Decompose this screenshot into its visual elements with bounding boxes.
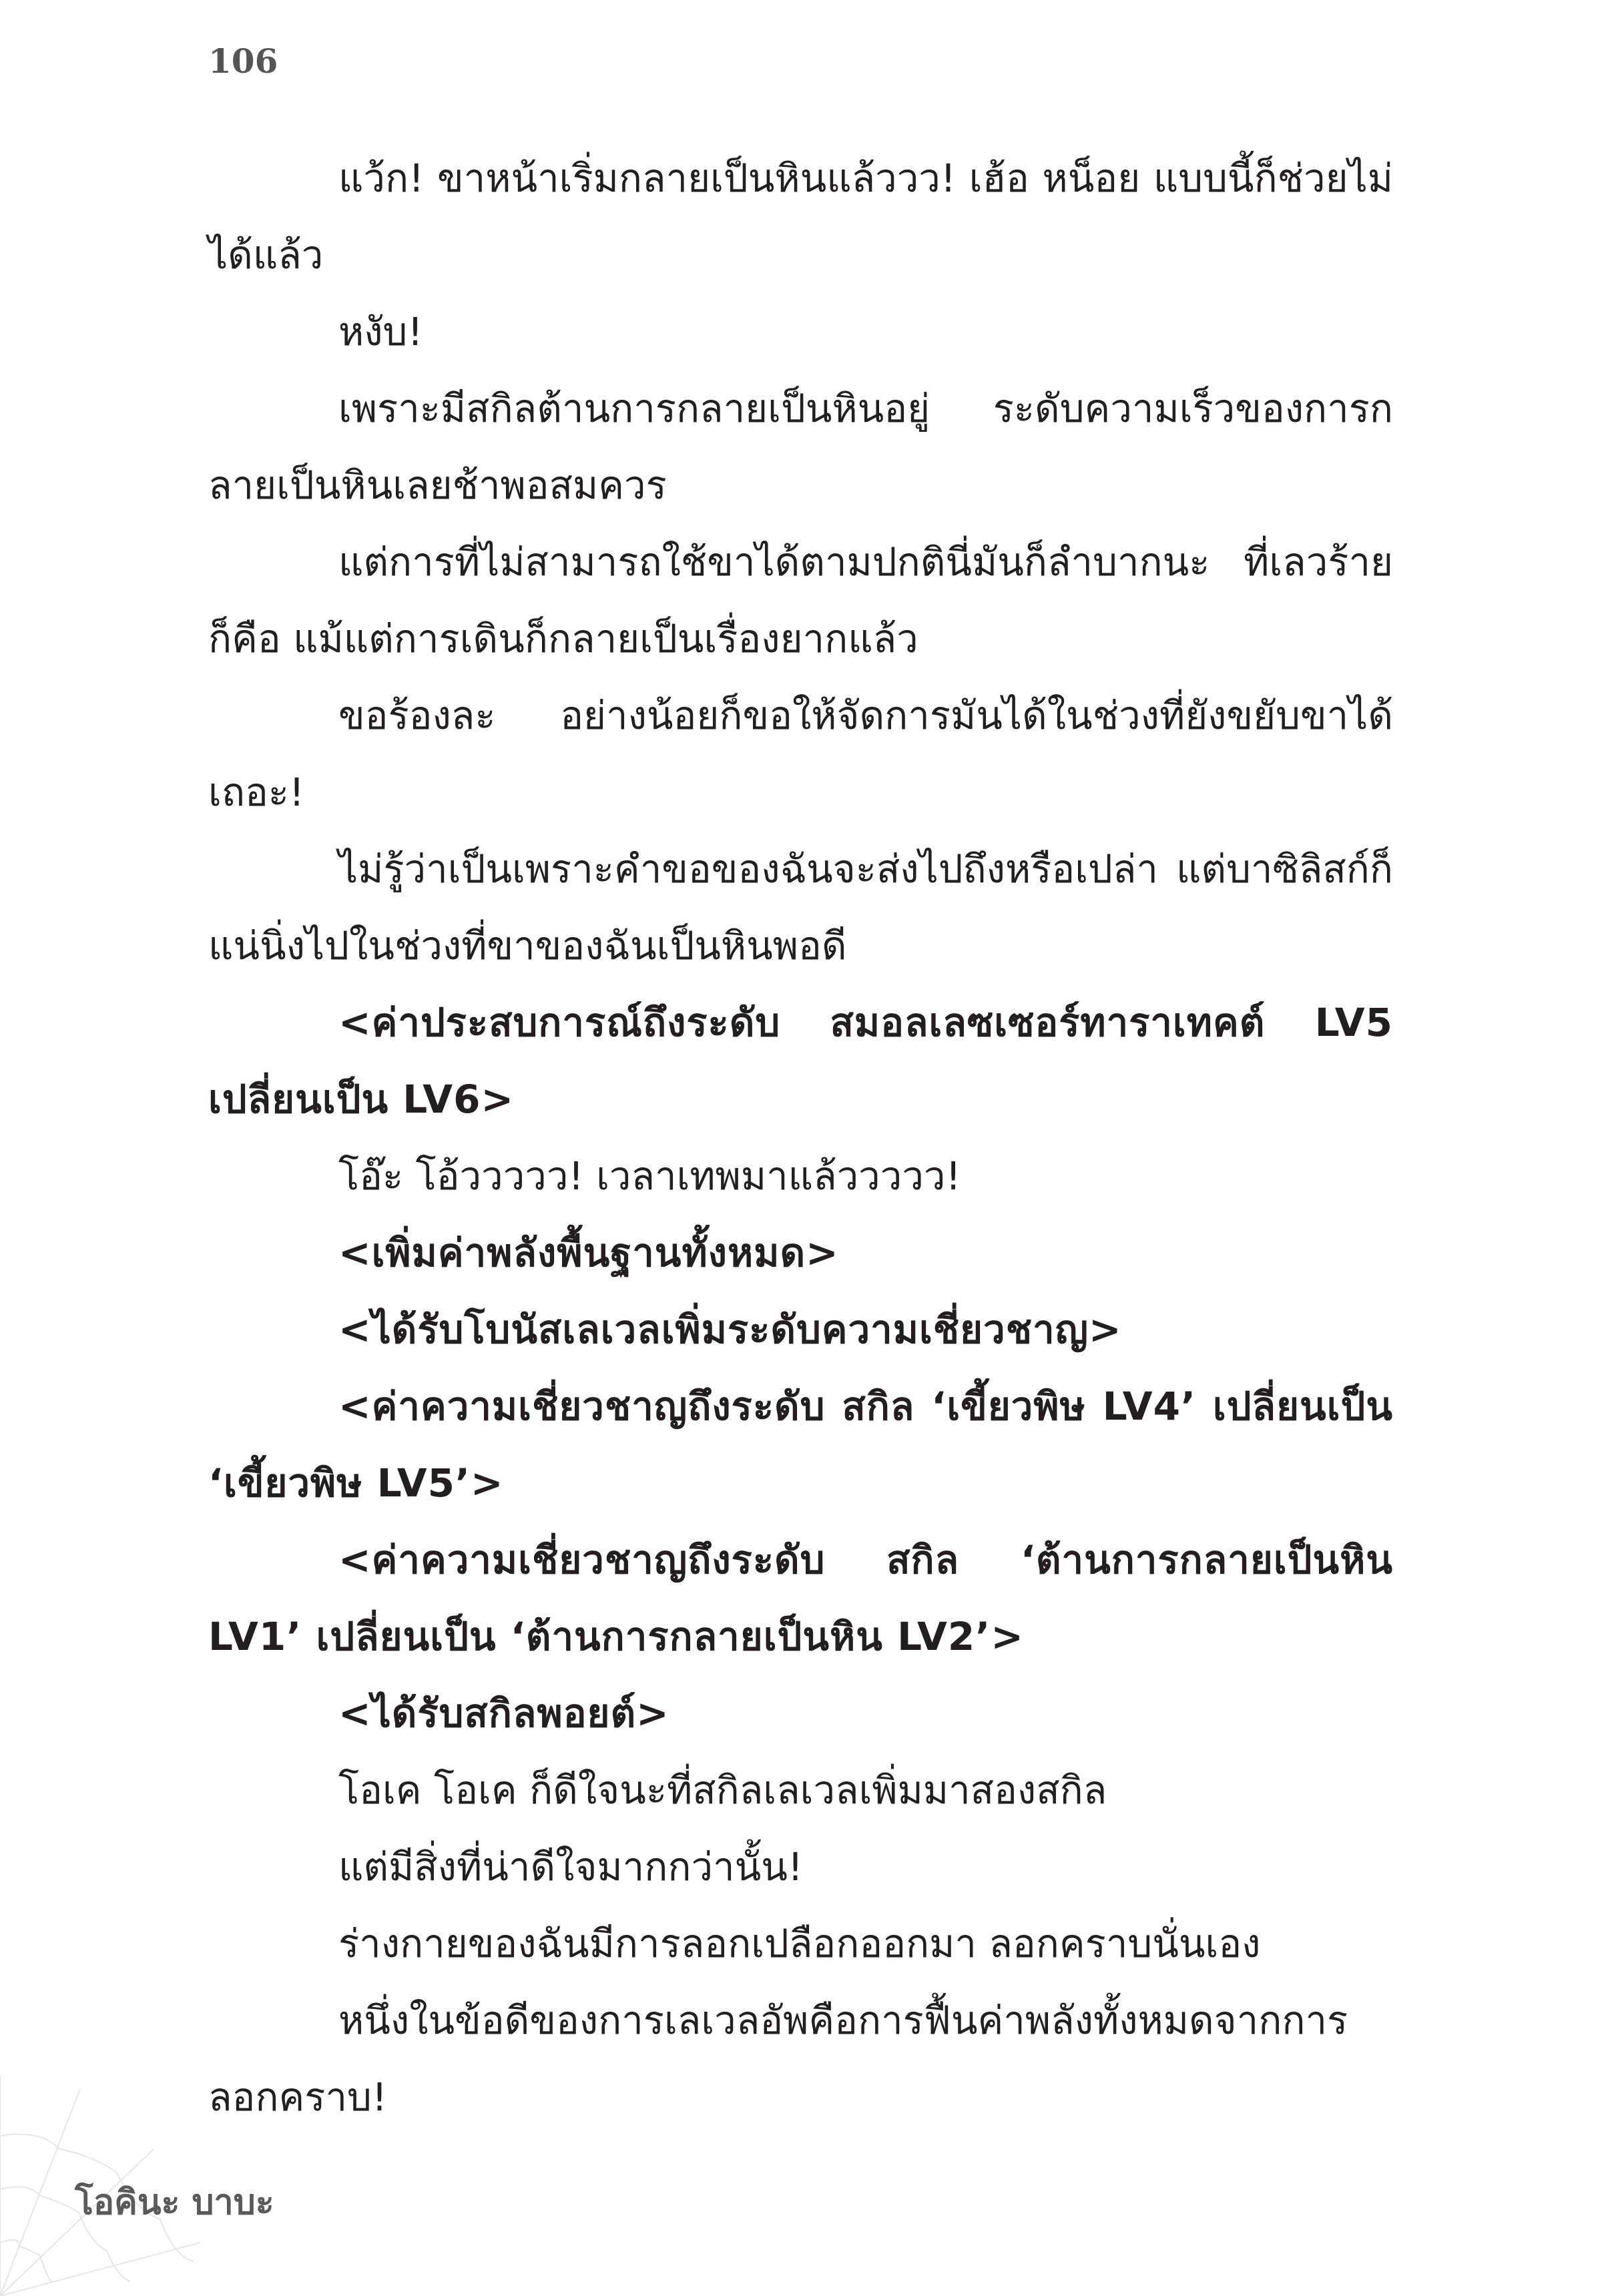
paragraph: ขอร้องละ อย่างน้อยก็ขอให้จัดการมันได้ในช่วงที่ยังขยับขาได้เถอะ! [208, 693, 1393, 815]
paragraph: เพราะมีสกิลต้านการกลายเป็นหินอยู่ ระดับความเร็วของการกลายเป็นหินเลยช้าพอสมควร [208, 386, 1393, 508]
paragraph: ไม่รู้ว่าเป็นเพราะคำขอของฉันจะส่งไปถึงหรือเปล่า แต่บาซิลิสก์ก็แน่นิ่งไปในช่วงที่ขาของฉันเป็นหินพอดี [208, 846, 1393, 968]
paragraph: แต่การที่ไม่สามารถใช้ขาได้ตามปกตินี่มันก็ลำบากนะ ที่เลวร้ายก็คือ แม้แต่การเดินก็กลายเป็นเรื่องยากแล้ว [208, 539, 1393, 661]
paragraph: แว้ก! ขาหน้าเริ่มกลายเป็นหินแล้ววว! เฮ้อ หน็อย แบบนี้ก็ช่วยไม่ได้แล้ว [208, 156, 1393, 278]
system-message: <เพิ่มค่าพลังพื้นฐานทั้งหมด> [338, 1230, 839, 1275]
body-text [208, 140, 1393, 2136]
system-message: <ค่าความเชี่ยวชาญถึงระดับ สกิล ‘ต้านการกลายเป็นหิน LV1’ เปลี่ยนเป็น ‘ต้านการกลายเป็นหิน LV2’> [208, 1537, 1393, 1659]
system-message: <ค่าความเชี่ยวชาญถึงระดับ สกิล ‘เขี้ยวพิษ LV4’ เปลี่ยนเป็น ‘เขี้ยวพิษ LV5’> [208, 1384, 1393, 1506]
paragraph: หนึ่งในข้อดีของการเลเวลอัพคือการฟื้นค่าพลังทั้งหมดจากการลอกคราบ! [208, 1998, 1348, 2120]
paragraph: โอเค โอเค ก็ดีใจนะที่สกิลเลเวลเพิ่มมาสองสกิล [338, 1767, 1107, 1813]
system-message: <ค่าประสบการณ์ถึงระดับ สมอลเลซเซอร์ทาราเทคต์ LV5 เปลี่ยนเป็น LV6> [208, 1000, 1393, 1122]
system-message: <ได้รับโบนัสเลเวลเพิ่มระดับความเชี่ยวชาญ> [338, 1307, 1122, 1352]
footer-author: โอคินะ บาบะ [75, 2183, 274, 2223]
paragraph: หงับ! [338, 309, 423, 354]
system-message: <ได้รับสกิลพอยต์> [338, 1691, 669, 1736]
paragraph: โอ๊ะ โอ้ววววว! เวลาเทพมาแล้ววววว! [338, 1153, 961, 1199]
paragraph: แต่มีสิ่งที่น่าดีใจมากกว่านั้น! [338, 1844, 804, 1890]
page-number: 106 [208, 41, 278, 81]
paragraph: ร่างกายของฉันมีการลอกเปลือกออกมา ลอกคราบนั่นเอง [338, 1921, 1261, 1966]
